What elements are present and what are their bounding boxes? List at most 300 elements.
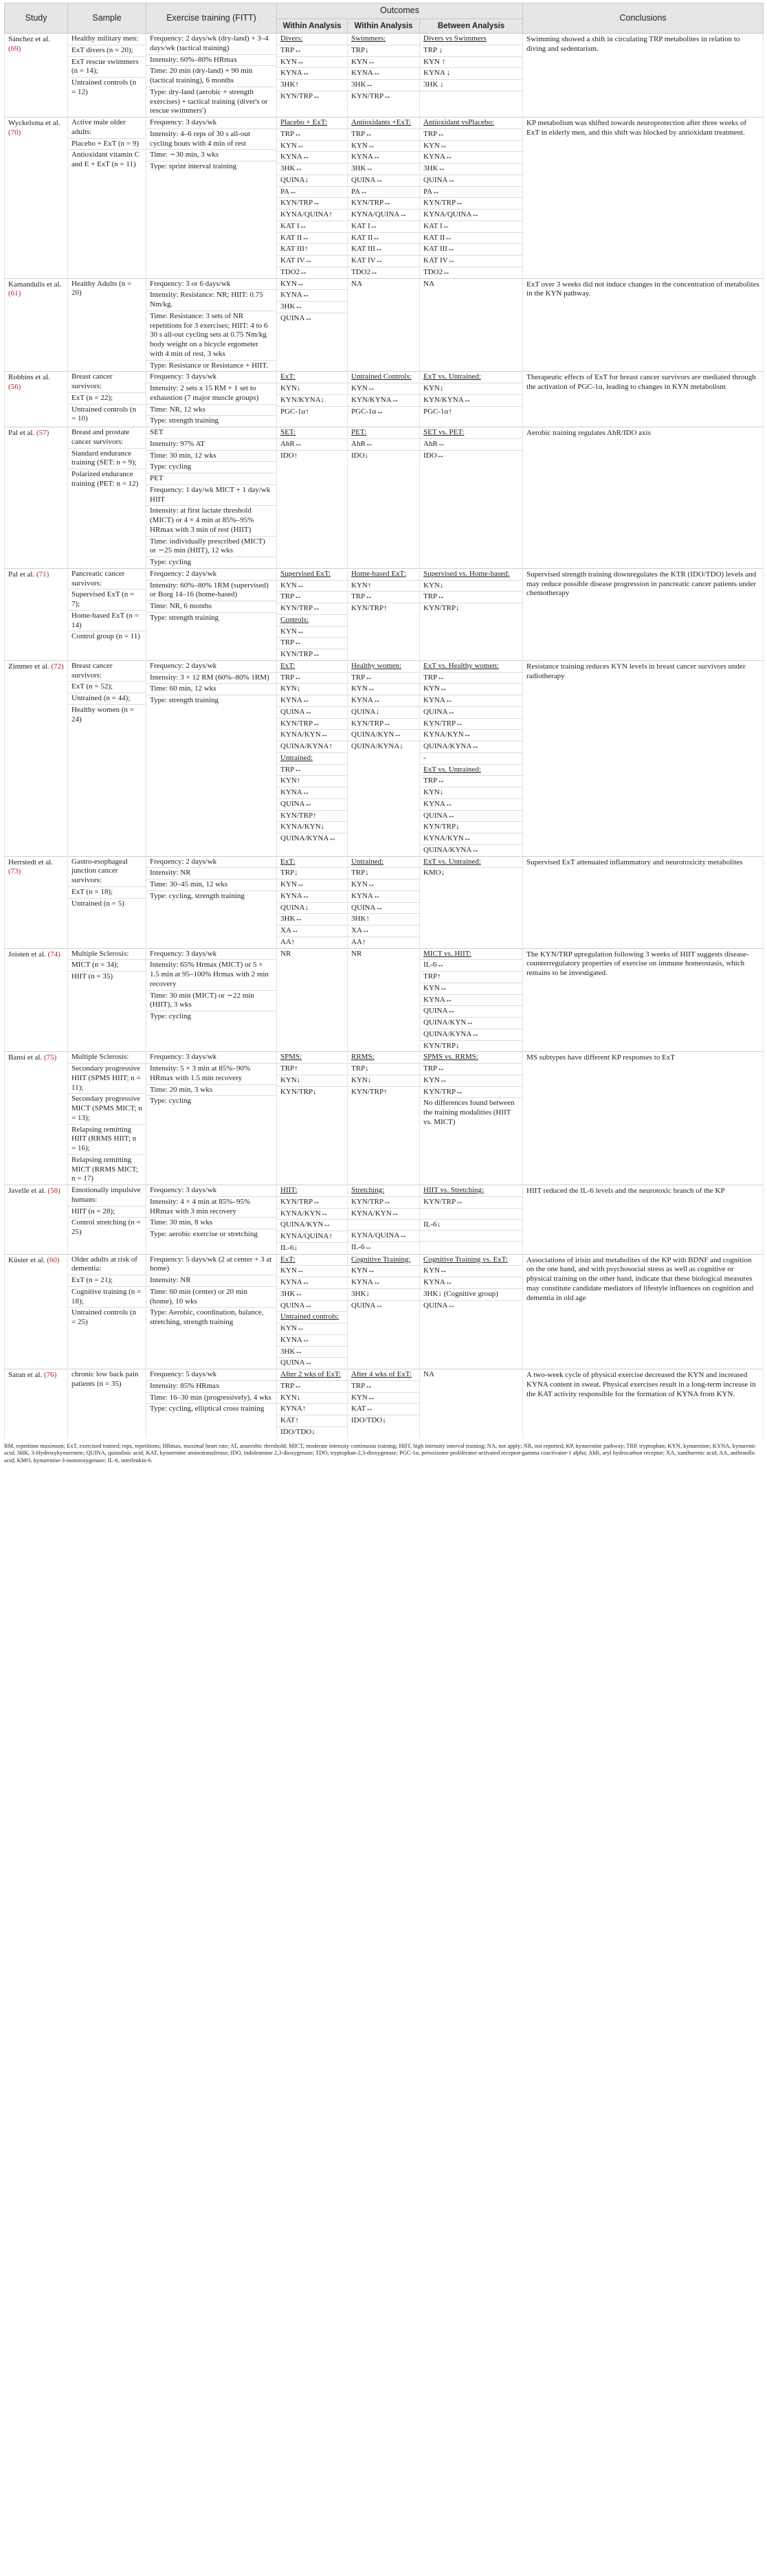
outcome-within-2-line: KYN↔ [348,383,419,395]
sample-line: chronic low back pain patients (n = 35) [71,1370,139,1388]
conclusion-text: KP metabolism was shifted towards neuroprotection after three weeks of ExT in elderly men, and this shift was blocked by antioxidant treatment. [526,119,747,137]
fitt-line: Type: sprint interval training [150,162,237,170]
fitt-line: PET [146,473,276,485]
study-author: Javelle et al. [8,1187,46,1195]
outcome-between-line: KAT IV↔ [420,256,522,267]
table-row [5,660,764,856]
outcome-within-1-line: KYNA↔ [277,152,347,164]
cell-o3 [420,660,523,856]
outcome-between-line: KYNA↔ [420,799,522,811]
fitt-line: Intensity: 2 sets x 15 RM + 1 set to exhaustion (7 major muscle groups) [146,383,276,405]
study-reference-link[interactable]: (58) [47,1187,60,1195]
outcome-between-line: 3HK↓ (Cognitive group) [420,1289,522,1301]
outcome-between-line: KYN/TRP↓ [423,604,460,612]
outcome-within-1-line: KAT↑ [277,1415,347,1427]
outcome-between-line: KYN/TRP↓ [423,1041,460,1050]
outcome-within-1-line: QUINA/KYNA↑ [277,741,347,753]
outcome-within-2-line: KYN↔ [348,880,419,891]
sample-line: ExT divers (n = 20); [68,45,146,57]
outcome-between-line: TRP ↓ [420,45,522,57]
sample-line: Breast cancer survivors: [68,372,146,393]
table-row [5,1185,764,1255]
fitt-line: Time: 30–45 min, 12 wks [146,880,276,891]
outcome-within-1-line: KYNA/KYN↔ [277,730,347,741]
outcome-between-line: KYNA/QUINA↔ [420,210,522,221]
sample-line: Multiple Sclerosis: [68,949,146,961]
table-row [5,34,764,117]
outcome-within-2-line: KYN↔ [348,141,419,153]
study-reference-link[interactable]: (74) [47,950,60,959]
fitt-line: Type: cycling [150,558,192,566]
study-author: Herrstedt et al. [8,858,54,866]
outcome-within-1-line: QUINA↔ [277,707,347,719]
fitt-line: Frequency: 2 days/wk [146,569,276,581]
fitt-line: Time: ∼30 min, 3 wks [146,150,276,161]
cell-sample [68,1369,146,1438]
outcome-within-1-line: KYNA/KYN↓ [277,822,347,833]
outcome-within-2-line: Home-based ExT: [348,569,419,581]
cell-fitt [146,568,277,660]
cell-o2 [348,1254,420,1369]
outcome-within-1-line: TRP↔ [277,673,347,684]
outcome-within-2-line: KYNA↔ [348,1277,419,1289]
table-row [5,568,764,660]
outcome-between-line: NA [423,279,434,288]
cell-sample [68,660,146,856]
outcome-within-2-line: KAT II↔ [348,233,419,245]
outcome-within-1-line: PA↔ [277,187,347,199]
sample-line: Healthy Adults (n = 20) [71,279,132,298]
cell-sample [68,278,146,372]
sample-line: Cognitive training (n = 18); [68,1287,146,1308]
cell-sample [68,856,146,948]
outcome-within-1-line: KYN/TRP↔ [277,198,347,210]
study-table [4,3,764,1438]
fitt-line: Frequency: 3 days/wk [146,949,276,961]
sample-line: Breast cancer survivors: [68,661,146,682]
outcome-between-line: QUINA/KYNA↔ [420,741,522,753]
outcome-within-2-line: KAT IV↔ [348,256,419,267]
outcome-within-2-line: KYN/KYNA↔ [348,395,419,407]
fitt-line: Intensity: 65% Hrmax (MICT) or 5 × 1.5 min at 95–100% Hrmax with 2 min recovery [146,960,276,990]
header-conclusions: Conclusions [523,3,764,34]
outcome-within-2-line: KYNA/QUINA↔ [348,210,419,221]
sample-line: ExT (n = 21); [68,1275,146,1287]
cell-o2 [348,660,420,856]
outcome-within-1-line: QUINA↔ [280,313,313,322]
outcome-within-1-line: KYNA↔ [277,891,347,903]
outcome-between-line: KAT III↔ [420,244,522,256]
outcome-between-line: Divers vs Swimmers [420,34,522,45]
cell-o3 [420,117,523,279]
conclusion-text: Supervised ExT attenuated inflammatory and neurotoxicity metabolites [526,858,743,866]
table-row [5,1254,764,1369]
outcome-between-line: SPMS vs. RRMS: [420,1052,522,1064]
outcome-between-line: KYN↔ [420,983,522,995]
header-outcomes: Outcomes [277,3,523,19]
outcome-between-line: SET vs. PET: [420,427,522,439]
outcome-within-2-line: XA↔ [348,926,419,937]
table-row [5,1052,764,1185]
fitt-line: Time: 20 min, 3 wks [146,1085,276,1097]
fitt-line: Time: 60 min (center) or 20 min (home), 10 wks [146,1287,276,1308]
outcome-between-line: QUINA↔ [423,1301,456,1310]
fitt-line: Intensity: at first lactate threshold (MICT) or 4 × 4 min at 85%–95% HRmax with 3 min of rest (HIIT) [146,506,276,536]
outcome-between-line: KYNA↔ [420,995,522,1007]
table-body [5,34,764,1438]
outcome-between-line: MICT vs. HIIT: [420,949,522,961]
cell-sample [68,1052,146,1185]
cell-o3 [420,1185,523,1255]
fitt-line: Time: 30 min (MICT) or ∼22 min (HIIT), 3 wks [146,991,276,1012]
sample-line: HIIT (n = 28); [68,1207,146,1218]
outcome-between-line: Antioxidant vsPlacebo: [420,117,522,129]
fitt-line: Type: cycling [150,1012,192,1020]
outcome-within-1-line: SPMS: [277,1052,347,1064]
outcome-within-1-line: 3HK↔ [277,914,347,926]
outcome-between-line: TRP↔ [420,592,522,603]
fitt-line: Time: 20 min (dry-land) + 90 min (tactical training), 6 months [146,66,276,87]
study-author: Sánchez et al. [8,35,50,43]
outcome-within-1-line: AhR↔ [277,439,347,451]
outcome-within-2-line: Swimmers: [348,34,419,45]
cell-sample [68,568,146,660]
outcome-within-1-line: IL-6↓ [280,1243,298,1252]
study-reference-link[interactable]: (70) [8,128,21,137]
outcome-within-1-line: AA↑ [280,937,296,946]
outcome-between-line: KYN/TRP↔ [420,198,522,210]
conclusion-text: Aerobic training regulates AhR/IDO axis [526,429,651,437]
fitt-line: Frequency: 5 days/wk [146,1369,276,1381]
outcome-between-line: KYN/TRP↔ [420,1197,522,1209]
cell-o3 [420,278,523,372]
fitt-line: Type: Aerobic, coordination, balance, stretching, strength training [150,1308,264,1326]
header-exercise: Exercise training (FITT) [146,3,277,34]
study-author: Pal et al. [8,429,35,437]
cell-o1 [277,117,348,279]
outcome-within-1-line: KYNA↔ [277,1335,347,1347]
outcome-within-2-line: KYNA↔ [348,695,419,707]
fitt-line: Type: cycling [146,462,276,473]
cell-o1 [277,1369,348,1438]
fitt-line: Time: individually prescribed (MICT) or ∼25 min (HIIT), 12 wks [146,537,276,558]
fitt-line: Frequency: 3 days/wk [146,117,276,129]
fitt-line: Frequency: 3 days/wk [146,1052,276,1064]
outcome-within-2-line: KYN↔ [348,684,419,695]
conclusion-text: Supervised strength training downregulates the KTR (IDO/TDO) levels and may reduce possible disease progression in pancreatic cancer patients under chemotherapy [526,570,757,598]
study-author: Zimmer et al. [8,662,49,671]
outcome-within-1-line: TRP↓ [277,868,347,880]
outcome-between-line: IL-6↓ [420,1220,522,1231]
fitt-line: Time: 30 min, 8 wks [146,1218,276,1229]
cell-o2 [348,1369,420,1438]
outcome-between-line: ExT vs. Healthy women: [420,661,522,673]
header-within-2: Within Analysis [348,19,420,33]
outcome-within-2-line: After 4 wks of ExT: [348,1369,419,1381]
table-row [5,948,764,1052]
fitt-line: Type: strength training [150,416,219,425]
outcome-within-2-line: AhR↔ [348,439,419,451]
outcome-within-1-line: QUINA/KYN↔ [277,1220,347,1231]
study-author: Kamandulis et al. [8,280,62,289]
study-author: Robbins et al. [8,373,50,382]
cell-o1 [277,427,348,569]
cell-o1 [277,1052,348,1185]
outcome-between-line: KYNA/KYN↔ [420,833,522,845]
outcome-between-line: NA [423,1370,434,1378]
sample-line: MICT (n = 34); [68,960,146,972]
outcome-between-line: KYNA↔ [420,152,522,164]
study-reference-link[interactable]: (69) [8,44,21,53]
outcome-within-1-line: Controls: [277,615,347,627]
outcome-within-2-line: QUINA/KYN↔ [348,730,419,741]
outcome-within-2-line: TRP↔ [348,129,419,141]
outcome-between-line: TRP↔ [420,129,522,141]
cell-o3 [420,1369,523,1438]
outcome-within-2-line: Antioxidants +ExT: [348,117,419,129]
outcome-within-2-line: NA [351,279,362,288]
cell-o2 [348,1185,420,1255]
outcome-between-line: KYN/KYNA↔ [420,395,522,407]
outcome-between-line: KYN↔ [420,141,522,153]
cell-o1 [277,856,348,948]
outcome-within-2-line: PET: [348,427,419,439]
table-footnote: RM, repetition maximum; ExT, exercised trained; reps, repetitions; HRmax, maximal heart rate; AT, anaerobic threshold; MICT, moderate intensity continuous training; HIIT, high intensity interval training; NA, not apply; NR, not reported; KP, kynurenine pathway; TRP, tryptophan; KYN, kynurenine; KYNA, kynurenic acid; 3HK, 3-Hydroxykynurenine; QUINA, quinolinic acid; KAT, kynurenine aminotransferase; IDO, indoleamine 2,3-dioxygenase; TDO, tryptophan-2,3-dioxygenase; PGC-1α, peroxisome proliferator-activated receptor-gamma coactivator-1 alpha; AhR, aryl hydrocarbon receptor; XA, xanthurenic acid; AA, anthranilic acid; KMO, kynurenine-3-monooxygenase; IL-6, interleukin-6. [4,1442,756,1464]
outcome-within-2-line: 3HK↔ [348,164,419,175]
sample-line: Untrained controls (n = 10) [71,405,137,423]
study-reference-link[interactable]: (71) [36,570,49,579]
sample-line: Pancreatic cancer survivors: [68,569,146,590]
cell-sample [68,427,146,569]
outcome-within-1-line: KYNA/KYN↔ [277,1209,347,1220]
cell-fitt [146,1185,277,1255]
outcome-within-2-line: Stretching: [348,1185,419,1197]
study-author: Pal et al. [8,570,35,579]
sample-line: Home-based ExT (n = 14) [68,611,146,632]
outcome-within-1-line: QUINA/KYNA↔ [280,834,337,842]
cell-fitt [146,34,277,117]
outcome-within-1-line: KYN↓ [277,684,347,695]
outcome-between-line: QUINA↔ [420,707,522,719]
outcome-within-1-line: Untrained: [277,753,347,765]
outcome-within-1-line: KYN↓ [277,1075,347,1087]
outcome-within-2-line: TRP↓ [348,868,419,880]
outcome-within-2-line: Untrained Controls: [348,372,419,383]
outcome-within-1-line: ExT: [277,857,347,869]
fitt-line: Type: cycling [150,1097,192,1106]
outcome-within-1-line: XA↔ [277,926,347,937]
outcome-within-1-line: KYN/TRP↔ [280,650,321,658]
outcome-within-1-line: KAT IV↔ [277,256,347,267]
outcome-between-line: TDO2↔ [423,267,451,276]
outcome-between-line: QUINA↔ [420,1006,522,1018]
fitt-line: Intensity: 3 × 12 RM (60%–80% 1RM) [146,673,276,684]
outcome-within-2-line: QUINA↓ [348,707,419,719]
study-reference-link[interactable]: (75) [43,1053,57,1062]
outcome-within-1-line: 3HK↑ [277,80,347,91]
cell-fitt [146,278,277,372]
outcome-within-2-line: TRP↓ [348,45,419,57]
outcome-within-1-line: KYNA↔ [277,68,347,80]
outcome-within-1-line: KYNA↔ [277,695,347,707]
cell-fitt [146,1052,277,1185]
sample-line: ExT (n = 22); [68,393,146,405]
outcome-within-1-line: KYN↔ [277,141,347,153]
fitt-line: Time: NR, 6 months [146,601,276,613]
outcome-between-line: 3HK↔ [420,164,522,175]
cell-o3 [420,1052,523,1185]
cell-o1 [277,1185,348,1255]
outcome-between-line: QUINA↔ [420,811,522,822]
fitt-line: Time: NR, 12 wks [146,405,276,416]
cell-o2 [348,948,420,1052]
outcome-within-1-line: KYN↔ [277,57,347,69]
outcome-within-2-line: TRP↔ [348,673,419,684]
fitt-line: Type: strength training [150,613,219,622]
fitt-line: Time: 16–30 min (progressively), 4 wks [146,1393,276,1404]
cell-o2 [348,117,420,279]
outcome-within-1-line: KYNA↔ [277,787,347,799]
outcome-within-1-line: ExT: [277,1255,347,1266]
outcome-within-2-line: KYN/TRP↑ [351,604,388,612]
cell-o1 [277,660,348,856]
outcome-within-1-line: 3HK↔ [277,1347,347,1358]
outcome-within-2-line: Healthy women: [348,661,419,673]
table-row [5,372,764,427]
sample-line: Untrained (n = 44); [68,693,146,705]
outcome-within-1-line: KYN/TRP↔ [280,91,321,100]
sample-line: Secondary progressive MICT (SPMS MICT; n = 13); [68,1094,146,1124]
cell-sample [68,117,146,279]
outcome-within-1-line: KYN↔ [277,1266,347,1277]
cell-o2 [348,427,420,569]
outcome-within-2-line: KAT↔ [348,1404,419,1415]
outcome-within-2-line [348,1220,419,1231]
cell-fitt [146,1254,277,1369]
outcome-within-1-line: KYNA/QUINA↑ [277,210,347,221]
sample-line: Breast and prostate cancer survivors: [68,427,146,449]
outcome-within-1-line: ExT: [277,661,347,673]
sample-line: Healthy women (n = 24) [71,705,134,724]
outcome-between-line: KAT I↔ [420,221,522,233]
study-author: Wyckelsma et al. [8,119,60,127]
outcome-within-1-line: Placebo + ExT: [277,117,347,129]
conclusion-text: MS subtypes have different KP responses to ExT [526,1053,676,1062]
study-reference-link[interactable]: (73) [8,867,21,876]
outcome-between-line: KYN/TRP↓ [420,822,522,833]
outcome-within-1-line: QUINA↓ [277,903,347,915]
outcome-within-2-line: KYN↔ [348,1393,419,1404]
conclusion-text: Swimming showed a shift in circulating TRP metabolites in relation to diving and sedentarism. [526,35,740,53]
outcome-within-2-line: KYN/TRP↔ [348,198,419,210]
cell-o1 [277,372,348,427]
outcome-between-line: KYN↔ [420,1075,522,1087]
outcome-between-line: IDO↔ [423,451,445,460]
sample-line: Multiple Sclerosis: [68,1052,146,1064]
study-reference-link[interactable]: (61) [8,289,21,298]
sample-line: Polarized endurance training (PET: n = 12) [71,470,139,488]
fitt-line: Intensity: 60%–80% HRmax [146,55,276,67]
outcome-within-2-line: KYN↓ [348,1075,419,1087]
outcome-between-line: Supervised vs. Home-based: [420,569,522,581]
study-reference-link[interactable]: (72) [51,662,64,671]
outcome-within-2-line: TRP↔ [348,1381,419,1393]
fitt-line: Intensity: 4 × 4 min at 85%–95% HRmax with 3 min recovery [146,1197,276,1218]
outcome-between-line: AhR↔ [420,439,522,451]
outcome-within-1-line: HIIT: [277,1185,347,1197]
fitt-line: Time: Resistance: 3 sets of NR repetitions for 3 exercises; HIIT: 4 to 6 30 s all-out cycling sets at 0.75 Nm/kg body weight on a bicycle ergometer with 4 min of rest, 3 wks [146,311,276,361]
outcome-between-line: KYN↓ [420,383,522,395]
cell-fitt [146,1369,277,1438]
conclusion-text: The KYN/TRP upregulation following 3 weeks of HIIT suggests disease-counterregulatory properties of exercise on immune homeostasis, which remains to be investigated. [526,950,749,977]
outcome-between-line: QUINA/KYNA↔ [423,845,480,854]
cell-sample [68,34,146,117]
study-reference-link[interactable]: (60) [47,1255,60,1264]
study-reference-link[interactable]: (57) [36,429,49,437]
cell-fitt [146,856,277,948]
outcome-between-line [420,1209,522,1220]
outcome-within-2-line: NR [351,949,362,958]
cell-o2 [348,278,420,372]
study-reference-link[interactable]: (56) [8,383,21,391]
outcome-within-1-line: KYN↔ [277,627,347,638]
header-between: Between Analysis [420,19,523,33]
outcome-between-line: ExT vs. Untrained: [420,372,522,383]
outcome-within-1-line: SET: [277,427,347,439]
outcome-within-1-line: KYN↔ [277,279,347,291]
study-author: Küster et al. [8,1255,45,1264]
outcome-between-line: KAT II↔ [420,233,522,245]
fitt-line: Intensity: 97% AT [146,439,276,451]
table-row [5,1369,764,1438]
outcome-between-line: KYNA/KYN↔ [420,730,522,741]
outcome-between-line: KYN/TRP↔ [420,719,522,730]
outcome-within-2-line: KYN/TRP↔ [348,1197,419,1209]
outcome-within-2-line: KYNA/KYN↔ [348,1209,419,1220]
outcome-within-1-line: KYN↔ [277,880,347,891]
fitt-line: Frequency: 2 days/wk [146,857,276,869]
sample-line: Untrained (n = 5) [71,899,124,908]
outcome-within-1-line: Divers: [277,34,347,45]
outcome-between-line [420,1242,522,1252]
sample-line: Secondary progressive HIIT (SPMS HIIT; n = 11); [68,1064,146,1094]
outcome-between-line: TRP↑ [420,972,522,983]
header-sample: Sample [68,3,146,34]
outcome-within-1-line: KYNA↑ [277,1404,347,1415]
outcome-within-1-line: 3HK↔ [277,1289,347,1301]
outcome-between-line: PGC-1α↑ [423,407,452,416]
cell-o1 [277,278,348,372]
cell-sample [68,1254,146,1369]
outcome-within-2-line: PGC-1α↔ [351,407,384,416]
outcome-between-line: 3HK ↓ [420,80,522,91]
study-reference-link[interactable]: (76) [43,1371,57,1379]
conclusion-text: Resistance training reduces KYN levels in breast cancer survivors under radiotherapy [526,662,746,680]
outcome-within-1-line: IDO↑ [280,451,298,460]
outcome-within-2-line: TRP↔ [348,592,419,603]
outcome-between-line: Cognitive Training vs. ExT: [420,1255,522,1266]
conclusion-text: HIIT reduced the IL-6 levels and the neurotoxic branch of the KP [526,1187,725,1195]
outcome-between-line: HIIT vs. Stretching: [420,1185,522,1197]
cell-o3 [420,372,523,427]
outcome-within-1-line: QUINA↔ [277,799,347,811]
outcome-within-1-line: KYN/KYNA↓ [277,395,347,407]
fitt-line: Frequency: 3 days/wk [146,1185,276,1197]
outcome-within-2-line: QUINA↔ [348,903,419,915]
outcome-within-1-line: PGC-1α↑ [280,407,309,416]
sample-line: Standard endurance training (SET: n = 9); [68,449,146,470]
cell-sample [68,372,146,427]
